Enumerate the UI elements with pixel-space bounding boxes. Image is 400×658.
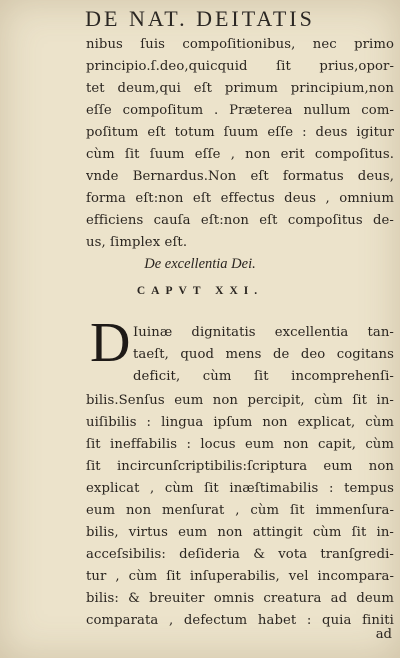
text-line: poſitum eſt totum ſuum eſſe : deus igitur	[86, 125, 394, 140]
text-line: comparata , defectum habet : quia finiti	[86, 613, 394, 628]
text-line: explicat , cùm ſit inæſtimabilis : tempus	[86, 481, 394, 496]
text-line: Iuinæ dignitatis excellentia tan-	[133, 325, 394, 340]
text-line: efficiens cauſa eſt:non eſt compoſitus de-	[86, 213, 394, 228]
text-line: cùm ſit ſuum eſſe , non erit compoſitus.	[86, 147, 394, 162]
text-line: bilis, virtus eum non attingit cùm ſit in-	[86, 525, 394, 540]
text-line: bilis.Senſus eum non percipit, cùm ſit in-	[86, 393, 394, 408]
drop-cap-lines	[133, 322, 394, 388]
section-subtitle: De excellentia Dei.	[144, 256, 256, 272]
text-line: deficit, cùm ſit incomprehenſi-	[133, 369, 394, 384]
drop-cap-initial: D	[90, 312, 131, 374]
text-line: tur , cùm ſit inſuperabilis, vel incompara-	[86, 569, 394, 584]
text-line: acceſsibilis: deſideria & vota tranſgredi-	[86, 547, 394, 562]
text-line: bilis: & breuiter omnis creatura ad deum	[86, 591, 394, 606]
catchword: ad	[375, 627, 392, 642]
text-line: nibus ſuis compoſitionibus, nec primo	[86, 37, 394, 52]
chapter-heading: CAPVT XXI.	[136, 285, 264, 297]
text-line: ſit ineffabilis : locus eum non capit, cùm	[86, 437, 394, 452]
top-paragraph	[86, 34, 394, 254]
running-head: DE NAT. DEITATIS	[85, 6, 315, 31]
text-line: vnde Bernardus.Non eſt formatus deus,	[86, 169, 394, 184]
text-line: tet deum,qui eſt primum principium,non	[86, 81, 394, 96]
text-line: eſſe compoſitum . Præterea nullum com-	[86, 103, 394, 118]
text-line: forma eſt:non eſt effectus deus , omnium	[86, 191, 394, 206]
text-line: principio.ſ.deo,quicquid ſit prius,opor-	[86, 59, 394, 74]
text-line: ſit incircunſcriptibilis:ſcriptura eum non	[86, 459, 394, 474]
chapter-paragraph	[86, 390, 394, 632]
text-line: taeſt, quod mens de deo cogitans	[133, 347, 394, 362]
text-line: eum non menſurat , cùm ſit immenſura-	[86, 503, 394, 518]
text-line: uiſibilis : lingua ipſum non explicat, cùm	[86, 415, 394, 430]
text-line: us, ſimplex eſt.	[86, 235, 188, 250]
